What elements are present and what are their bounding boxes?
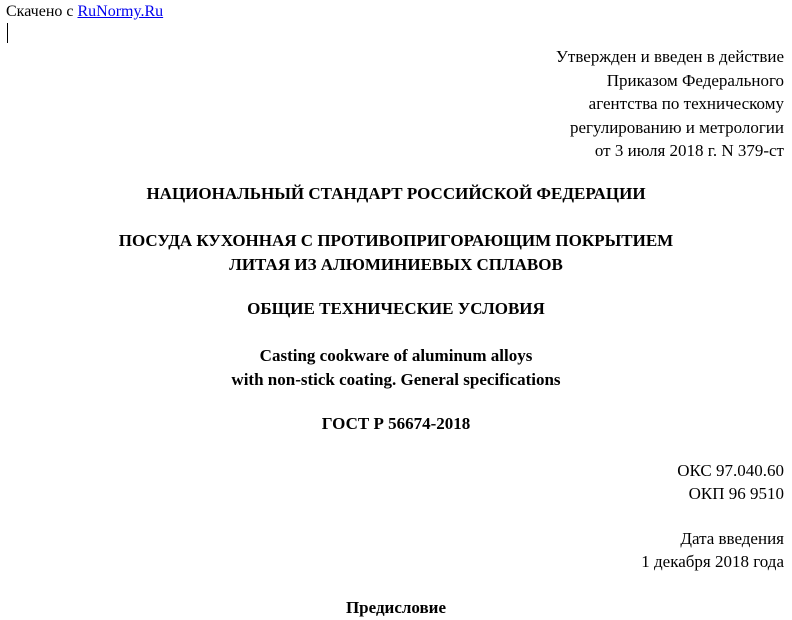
introduction-block	[641, 527, 784, 573]
approval-line: от 3 июля 2018 г. N 379-ст	[594, 141, 784, 160]
approval-line: регулированию и метрологии	[569, 117, 784, 137]
foreword-heading-block	[0, 596, 792, 620]
approval-line: Утвержден и введен в действие	[555, 47, 784, 66]
classification-block	[677, 459, 784, 505]
standard-code-block	[0, 412, 792, 436]
source-prefix: Скачено с	[6, 3, 78, 20]
document-title-line: ПОСУДА КУХОННАЯ С ПРОТИВОПРИГОРАЮЩИМ ПОКРЫТИЕМ	[118, 231, 674, 250]
approval-line: Приказом Федерального	[606, 70, 784, 90]
english-title-line: Casting cookware of aluminum alloys	[259, 346, 533, 365]
standard-code: ГОСТ Р 56674-2018	[321, 414, 471, 433]
oks-code: ОКС 97.040.60	[677, 461, 784, 480]
introduction-label: Дата введения	[680, 529, 784, 548]
english-title-line: with non-stick coating. General specifications	[231, 369, 561, 389]
introduction-date: 1 декабря 2018 года	[641, 552, 784, 571]
document-title-line: ЛИТАЯ ИЗ АЛЮМИНИЕВЫХ СПЛАВОВ	[229, 254, 563, 274]
foreword-heading: Предисловие	[345, 598, 447, 617]
standard-heading: НАЦИОНАЛЬНЫЙ СТАНДАРТ РОССИЙСКОЙ ФЕДЕРАЦИИ	[146, 184, 646, 203]
text-cursor	[7, 23, 8, 43]
english-title-block	[0, 344, 792, 391]
okp-code: ОКП 96 9510	[688, 484, 784, 503]
approval-line: агентства по техническому	[588, 94, 784, 113]
document-title-block	[0, 229, 792, 276]
approval-block	[556, 45, 784, 163]
document-subtitle: ОБЩИЕ ТЕХНИЧЕСКИЕ УСЛОВИЯ	[247, 299, 545, 318]
source-link[interactable]: RuNormy.Ru	[77, 3, 164, 20]
document-subtitle-block	[0, 297, 792, 321]
standard-heading-block	[0, 182, 792, 206]
source-line	[6, 2, 163, 21]
